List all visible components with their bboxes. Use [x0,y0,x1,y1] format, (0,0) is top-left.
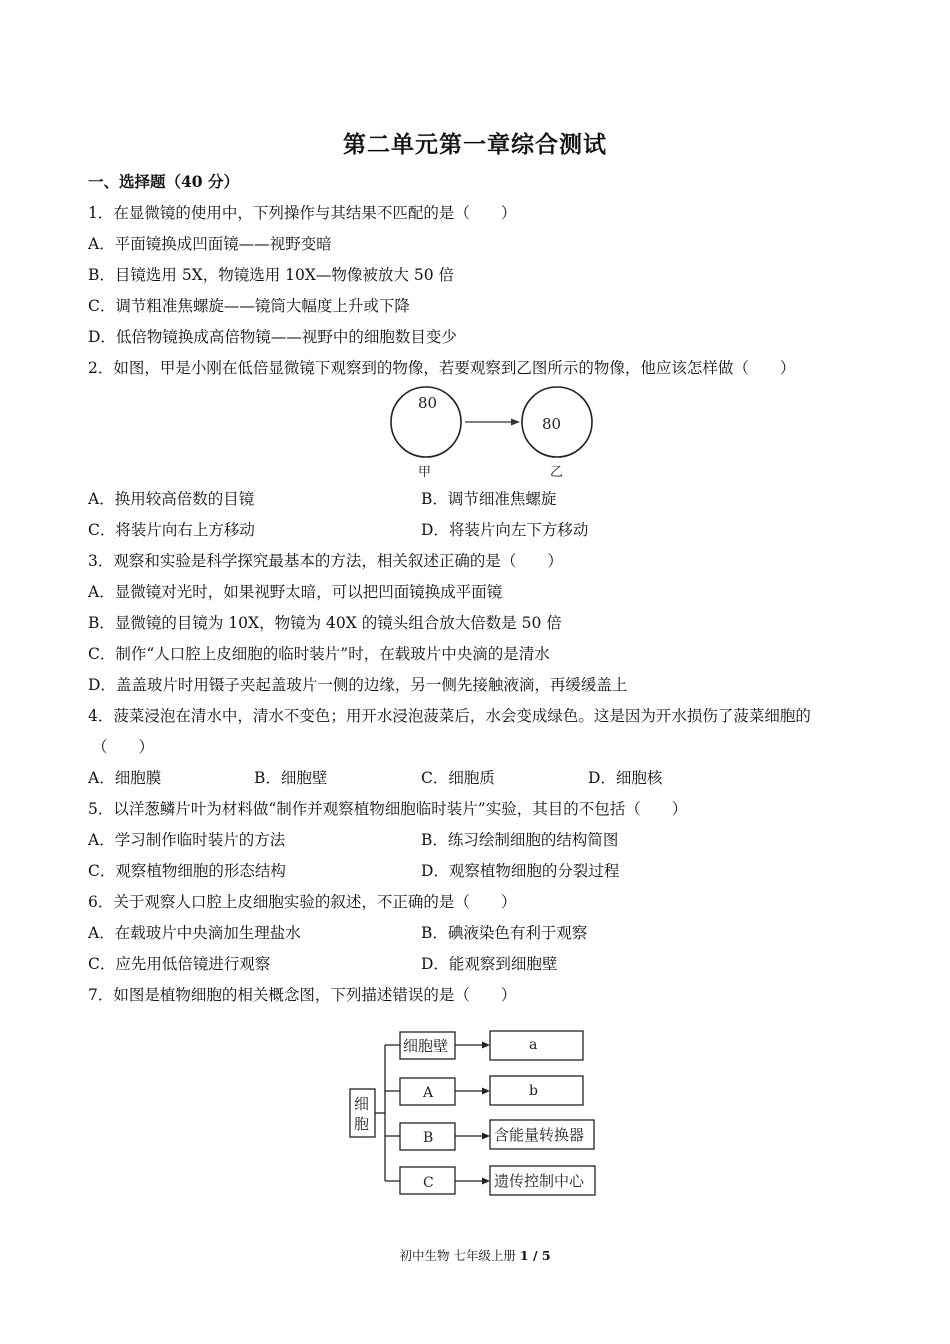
q2-microscope-figure [380,384,600,480]
arrow-head [482,1133,490,1140]
node-C-label: C [423,1175,434,1191]
node-A-label: A [423,1085,434,1101]
q5-option-c: C．观察植物细胞的形态结构 [88,862,286,880]
q5-option-a: A．学习制作临时装片的方法 [88,831,286,849]
node-center-label: 遗传控制中心 [494,1172,585,1190]
q6-option-b: B．碘液染色有利于观察 [421,924,588,942]
q6-option-a: A．在载玻片中央滴加生理盐水 [88,924,301,942]
q4-stem-bracket: （ ） [92,738,155,756]
q7-stem: 7．如图是植物细胞的相关概念图，下列描述错误的是（ ） [88,986,517,1004]
specimen-symbol-yi: 80 [542,415,562,433]
label-jia: 甲 [418,465,432,480]
label-yi: 乙 [550,465,564,480]
q7-concept-diagram [345,1024,605,1200]
q3-option-c: C．制作“人口腔上皮细胞的临时装片”时，在载玻片中央滴的是清水 [88,645,550,663]
q6-option-c: C．应先用低倍镜进行观察 [88,955,271,973]
section-heading: 一、选择题（40 分） [88,172,239,191]
arrow-head [482,1042,490,1049]
specimen-symbol-jia: 80 [418,394,438,412]
page-footer [0,1246,950,1264]
q4-stem: 4．菠菜浸泡在清水中，清水不变色；用开水浸泡菠菜后，水会变成绿色。这是因为开水损伤了菠菜细胞的 [88,707,811,725]
q1-option-d: D．低倍物镜换成高倍物镜——视野中的细胞数目变少 [88,328,457,346]
node-cell-label-2: 胞 [354,1115,370,1133]
q5-option-d: D．观察植物细胞的分裂过程 [421,862,620,880]
q1-option-a: A．平面镜换成凹面镜——视野变暗 [88,235,332,253]
node-b-label: b [529,1083,538,1099]
q6-stem: 6．关于观察人口腔上皮细胞实验的叙述，不正确的是（ ） [88,893,517,911]
q4-option-c: C．细胞质 [421,769,495,787]
q2-option-a: A．换用较高倍数的目镜 [88,490,255,508]
q4-option-b: B．细胞壁 [254,769,328,787]
q2-option-b: B．调节细准焦螺旋 [421,490,557,508]
q2-stem: 2．如图，甲是小刚在低倍显微镜下观察到的物像，若要观察到乙图所示的物像，他应该怎样做（ ） [88,359,796,377]
node-a-label: a [529,1037,538,1053]
q6-option-d: D．能观察到细胞壁 [421,955,558,973]
footer-text: 初中生物 七年级上册 [399,1248,520,1263]
q5-stem: 5．以洋葱鳞片叶为材料做“制作并观察植物细胞临时装片”实验，其目的不包括（ ） [88,800,688,818]
q4-option-d: D．细胞核 [588,769,663,787]
node-cell-label-1: 细 [354,1095,370,1113]
q3-stem: 3．观察和实验是科学探究最基本的方法，相关叙述正确的是（ ） [88,552,563,570]
arrow-head [511,419,520,426]
q5-option-b: B．练习绘制细胞的结构简图 [421,831,619,849]
arrow-head [482,1088,490,1095]
q2-option-d: D．将装片向左下方移动 [421,521,589,539]
q1-stem: 1．在显微镜的使用中，下列操作与其结果不匹配的是（ ） [88,204,517,222]
node-B-label: B [423,1130,434,1146]
q1-option-c: C．调节粗准焦螺旋——镜筒大幅度上升或下降 [88,297,410,315]
q3-option-d: D．盖盖玻片时用镊子夹起盖玻片一侧的边缘，另一侧先接触液滴，再缓缓盖上 [88,676,628,694]
page-number: 1 / 5 [519,1248,551,1263]
node-cell-wall-label: 细胞壁 [403,1037,449,1055]
arrow-head [482,1178,490,1185]
q2-option-c: C．将装片向右上方移动 [88,521,255,539]
q3-option-a: A．显微镜对光时，如果视野太暗，可以把凹面镜换成平面镜 [88,583,503,601]
q4-option-a: A．细胞膜 [88,769,162,787]
page-title: 第二单元第一章综合测试 [343,131,607,158]
q1-option-b: B．目镜选用 5X，物镜选用 10X—物像被放大 50 倍 [88,266,454,284]
q3-option-b: B．显微镜的目镜为 10X，物镜为 40X 的镜头组合放大倍数是 50 倍 [88,614,562,632]
node-energy-label: 含能量转换器 [494,1126,585,1144]
